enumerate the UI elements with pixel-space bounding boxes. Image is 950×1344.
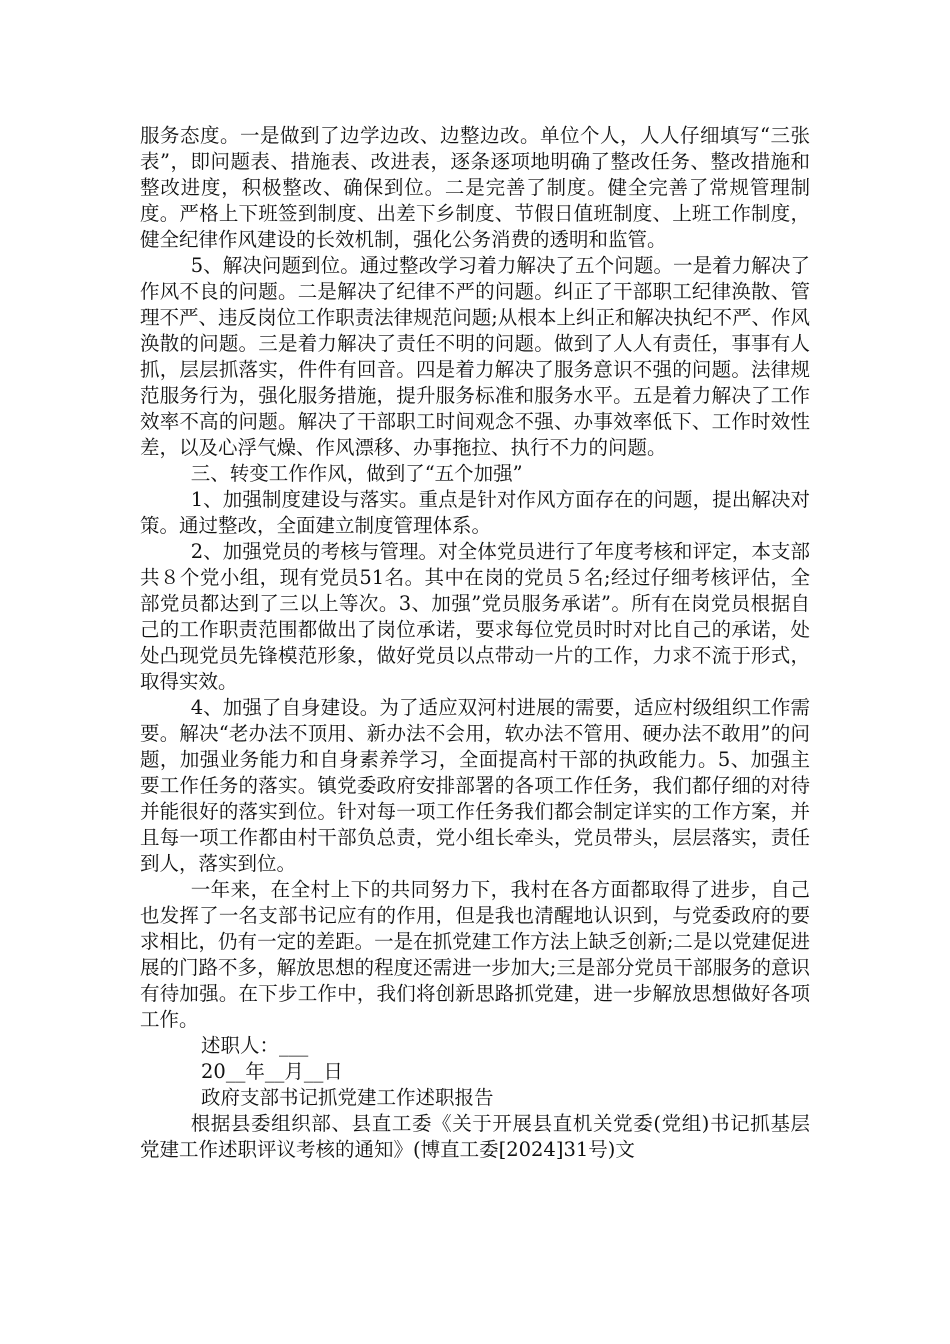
section-heading-five-strengthens: 三、转变工作作风，做到了“五个加强” xyxy=(190,462,523,485)
document-body xyxy=(140,123,810,1163)
signature-line: 述职人：___ xyxy=(201,1034,309,1057)
paragraph-service-attitude: 服务态度。一是做到了边学边改、边整边改。单位个人，人人仔细填写“三张表”，即问题表、措施表、改进表，逐条逐项地明确了整改任务、整改措施和整改进度，积极整改、确保到位。二是完善了制度。健全完善了常规管理制度。严格上下班签到制度、出差下乡制度、节假日值班制度、上班工作制度，健全纪律作风建设的长效机制，强化公务消费的透明和监管。 xyxy=(140,124,810,251)
date-line: 20__年__月__日 xyxy=(201,1060,343,1083)
next-report-title: 政府支部书记抓党建工作述职报告 xyxy=(201,1086,494,1109)
paragraph-problem-solving: 5、解决问题到位。通过整改学习着力解决了五个问题。一是着力解决了作风不良的问题。二是解决了纪律不严的问题。纠正了干部职工纪律涣散、管理不严、违反岗位工作职责法律规范问题;从根本上纠正和解决执纪不严、作风涣散的问题。三是着力解决了责任不明的问题。做到了人人有责任，事事有人抓，层层抓落实，件件有回音。四是着力解决了服务意识不强的问题。法律规范服务行为，强化服务措施，提升服务标准和服务水平。五是着力解决了工作效率不高的问题。解决了干部职工时间观念不强、办事效率低下、工作时效性差，以及心浮气燥、作风漂移、办事拖拉、执行不力的问题。 xyxy=(140,254,810,459)
paragraph-next-report-intro: 根据县委组织部、县直工委《关于开展县直机关党委(党组)书记抓基层党建工作述职评议考核的通知》(博直工委[2024]31号)文 xyxy=(140,1112,810,1161)
paragraph-system-building: 1、加强制度建设与落实。重点是针对作风方面存在的问题，提出解决对策。通过整改，全面建立制度管理体系。 xyxy=(140,488,810,537)
paragraph-self-construction: 4、加强了自身建设。为了适应双河村进展的需要，适应村级组织工作需要。解决“老办法不顶用、新办法不会用，软办法不管用、硬办法不敢用”的问题，加强业务能力和自身素养学习，全面提高村干部的执政能力。5、加强主要工作任务的落实。镇党委政府安排部署的各项工作任务，我们都仔细的对待并能很好的落实到位。针对每一项工作任务我们都会制定详实的工作方案，并且每一项工作都由村干部负总责，党小组长牵头，党员带头，层层落实，责任到人，落实到位。 xyxy=(140,696,810,875)
paragraph-year-summary: 一年来，在全村上下的共同努力下，我村在各方面都取得了进步，自己也发挥了一名支部书记应有的作用，但是我也清醒地认识到，与党委政府的要求相比，仍有一定的差距。一是在抓党建工作方法上缺乏创新;二是以党建促进展的门路不多，解放思想的程度还需进一步加大;三是部分党员干部服务的意识有待加强。在下步工作中，我们将创新思路抓党建，进一步解放思想做好各项工作。 xyxy=(140,878,810,1031)
paragraph-party-member-assessment: 2、加强党员的考核与管理。对全体党员进行了年度考核和评定，本支部共８个党小组，现有党员51名。其中在岗的党员５名;经过仔细考核评估，全部党员都达到了三以上等次。3、加强”党员服务承诺”。所有在岗党员根据自己的工作职责范围都做出了岗位承诺，要求每位党员时时对比自己的承诺，处处凸现党员先锋模范形象，做好党员以点带动一片的工作，力求不流于形式，取得实效。 xyxy=(140,540,810,693)
